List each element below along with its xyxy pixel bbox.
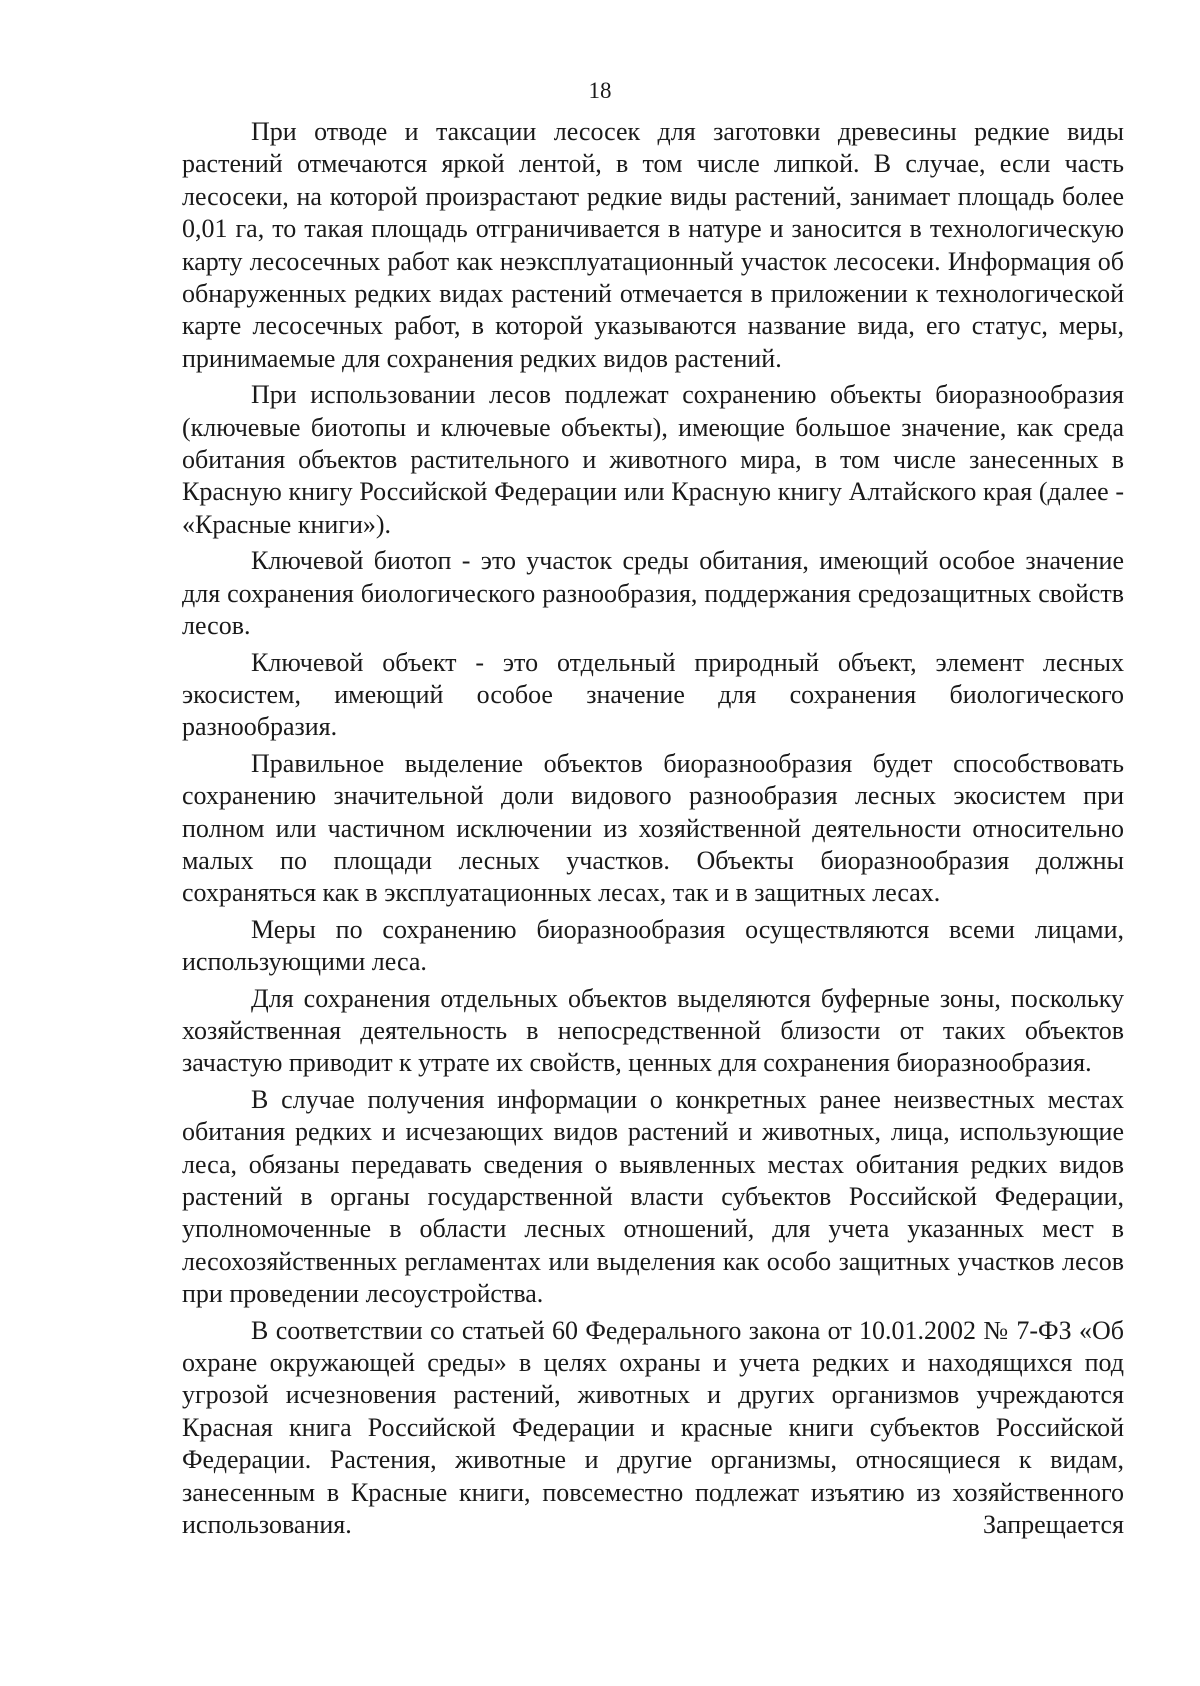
paragraph-correct-selection: Правильное выделение объектов биоразнообразия будет способствовать сохранению значительной доли видового разнообразия лесных экосистем при полном или частичном исключении из хозяйственной деятельности относительно малых по площади лесных участков. Объекты биоразнообразия должны сохраняться как в эксплуатационных лесах, так и в защитных лесах.: [182, 748, 1124, 908]
paragraph-buffer-zones: Для сохранения отдельных объектов выделяются буферные зоны, поскольку хозяйственная деятельность в непосредственной близости от таких объектов зачастую приводит к утрате их свойств, ценных для сохранения биоразнообразия.: [182, 983, 1124, 1078]
paragraph-key-biotope: Ключевой биотоп - это участок среды обитания, имеющий особое значение для сохранения биологического разнообразия, поддержания средозащитных свойств лесов.: [182, 546, 1124, 641]
page-number: 18: [588, 78, 612, 103]
paragraph-rare-plants-marking: При отводе и таксации лесосек для заготовки древесины редкие виды растений отмечаются яркой лентой, в том числе липкой. В случае, если часть лесосеки, на которой произрастают редкие виды растений, занимает площадь более 0,01 га, то такая площадь отграничивается в натуре и заносится в технологическую карту лесосечных работ как неэксплуатационный участок лесосеки. Информация об обнаруженных редких видах растений отмечается в приложении к технологической карте лесосечных работ, в которой указываются название вида, его статус, меры, принимаемые для сохранения редких видов растений.: [182, 117, 1124, 373]
paragraph-key-object: Ключевой объект - это отдельный природный объект, элемент лесных экосистем, имеющий особое значение для сохранения биологического разнообразия.: [182, 647, 1124, 742]
paragraph-new-habitats: В случае получения информации о конкретных ранее неизвестных местах обитания редких и исчезающих видов растений и животных, лица, использующие леса, обязаны передавать сведения о выявленных местах обитания редких видов растений в органы государственной власти субъектов Российской Федерации, уполномоченные в области лесных отношений, для учета указанных мест в лесохозяйственных регламентах или выделения как особо защитных участков лесов при проведении лесоустройства.: [182, 1084, 1124, 1309]
document-body: [182, 116, 1124, 1541]
paragraph-biodiversity-objects: При использовании лесов подлежат сохранению объекты биоразнообразия (ключевые биотопы и ключевые объекты), имеющие большое значение, как среда обитания объектов растительного и животного мира, в том числе занесенных в Красную книгу Российской Федерации или Красную книгу Алтайского края (далее - «Красные книги»).: [182, 380, 1124, 539]
paragraph-federal-law: В соответствии со статьей 60 Федерального закона от 10.01.2002 № 7-ФЗ «Об охране окружающей среды» в целях охраны и учета редких и находящихся под угрозой исчезновения растений, животных и других организмов учреждаются Красная книга Российской Федерации и красные книги субъектов Российской Федерации. Растения, животные и другие организмы, относящиеся к видам, занесенным в Красные книги, повсеместно подлежат изъятию из хозяйственного использования. Запрещается: [182, 1315, 1124, 1540]
paragraph-conservation-measures: Меры по сохранению биоразнообразия осуществляются всеми лицами, использующими леса.: [182, 914, 1124, 977]
